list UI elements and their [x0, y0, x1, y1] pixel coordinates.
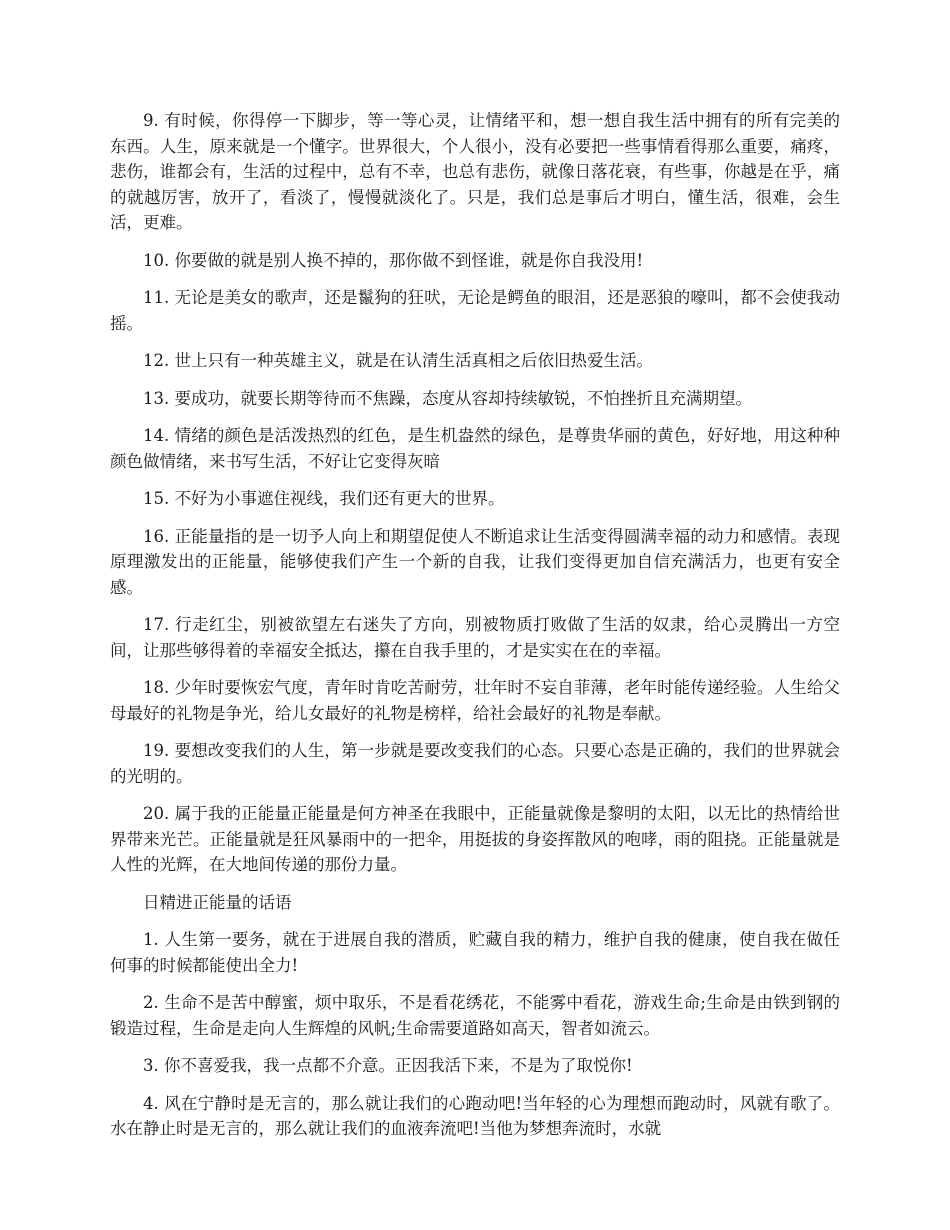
- paragraph-11: 11. 无论是美女的歌声，还是鬣狗的狂吠，无论是鳄鱼的眼泪，还是恶狼的嚎叫，都不会使我动摇。: [110, 288, 840, 333]
- paragraph-3: 3. 你不喜爱我，我一点都不介意。正因我活下来，不是为了取悦你!: [143, 1056, 633, 1075]
- paragraph-17: 17. 行走红尘，别被欲望左右迷失了方向，别被物质打败做了生活的奴隶，给心灵腾出一方空间，让那些够得着的幸福安全抵达，攥在自我手里的，才是实实在在的幸福。: [110, 615, 840, 660]
- paragraph-1: 1. 人生第一要务，就在于进展自我的潜质，贮藏自我的精力，维护自我的健康，使自我在做任何事的时候都能使出全力!: [110, 930, 840, 975]
- paragraph-9: 9. 有时候，你得停一下脚步，等一等心灵，让情绪平和，想一想自我生活中拥有的所有完美的东西。人生，原来就是一个懂字。世界很大，个人很小，没有必要把一些事情看得那么重要，痛疼，悲伤，谁都会有，生活的过程中，总有不幸，也总有悲伤，就像日落花衰，有些事，你越是在乎，痛的就越厉害，放开了，看淡了，慢慢就淡化了。只是，我们总是事后才明白，懂生活，很难，会生活，更难。: [110, 111, 840, 232]
- document-body: [110, 108, 840, 1154]
- paragraph-2: 2. 生命不是苦中醇蜜，烦中取乐，不是看花绣花，不能雾中看花，游戏生命;生命是由铁到钢的锻造过程，生命是走向人生辉煌的风帆;生命需要道路如高天，智者如流云。: [110, 993, 840, 1038]
- paragraph-15: 15. 不好为小事遮住视线，我们还有更大的世界。: [143, 489, 505, 508]
- paragraph-10: 10. 你要做的就是别人换不掉的，那你做不到怪谁，就是你自我没用!: [143, 250, 644, 270]
- paragraph-18: 18. 少年时要恢宏气度，青年时肯吃苦耐劳，壮年时不妄自菲薄，老年时能传递经验。人生给父母最好的礼物是争光，给儿女最好的礼物是榜样，给社会最好的礼物是奉献。: [110, 678, 840, 723]
- paragraph-20: 20. 属于我的正能量正能量是何方神圣在我眼中，正能量就像是黎明的太阳，以无比的热情给世界带来光芒。正能量就是狂风暴雨中的一把伞，用挺拔的身姿挥散风的咆哮，雨的阻挠。正能量就是人性的光辉，在大地间传递的那份力量。: [110, 804, 840, 874]
- paragraph-13: 13. 要成功，就要长期等待而不焦躁，态度从容却持续敏锐，不怕挫折且充满期望。: [143, 388, 752, 408]
- paragraph-12: 12. 世上只有一种英雄主义，就是在认清生活真相之后依旧热爱生活。: [143, 351, 653, 370]
- paragraph-14: 14. 情绪的颜色是活泼热烈的红色，是生机盎然的绿色，是尊贵华丽的黄色，好好地，用这种种颜色做情绪，来书写生活，不好让它变得灰暗: [110, 426, 840, 471]
- paragraph-19: 19. 要想改变我们的人生，第一步就是要改变我们的心态。只要心态是正确的，我们的世界就会的光明的。: [110, 741, 840, 786]
- paragraph-16: 16. 正能量指的是一切予人向上和期望促使人不断追求让生活变得圆满幸福的动力和感情。表现原理激发出的正能量，能够使我们产生一个新的自我，让我们变得更加自信充满活力，也更有安全感。: [110, 526, 840, 597]
- section-heading: 日精进正能量的话语: [143, 892, 292, 912]
- paragraph-4: 4. 风在宁静时是无言的，那么就让我们的心跑动吧!当年轻的心为理想而跑动时，风就有歌了。水在静止时是无言的，那么就让我们的血液奔流吧!当他为梦想奔流时，水就: [110, 1093, 840, 1138]
